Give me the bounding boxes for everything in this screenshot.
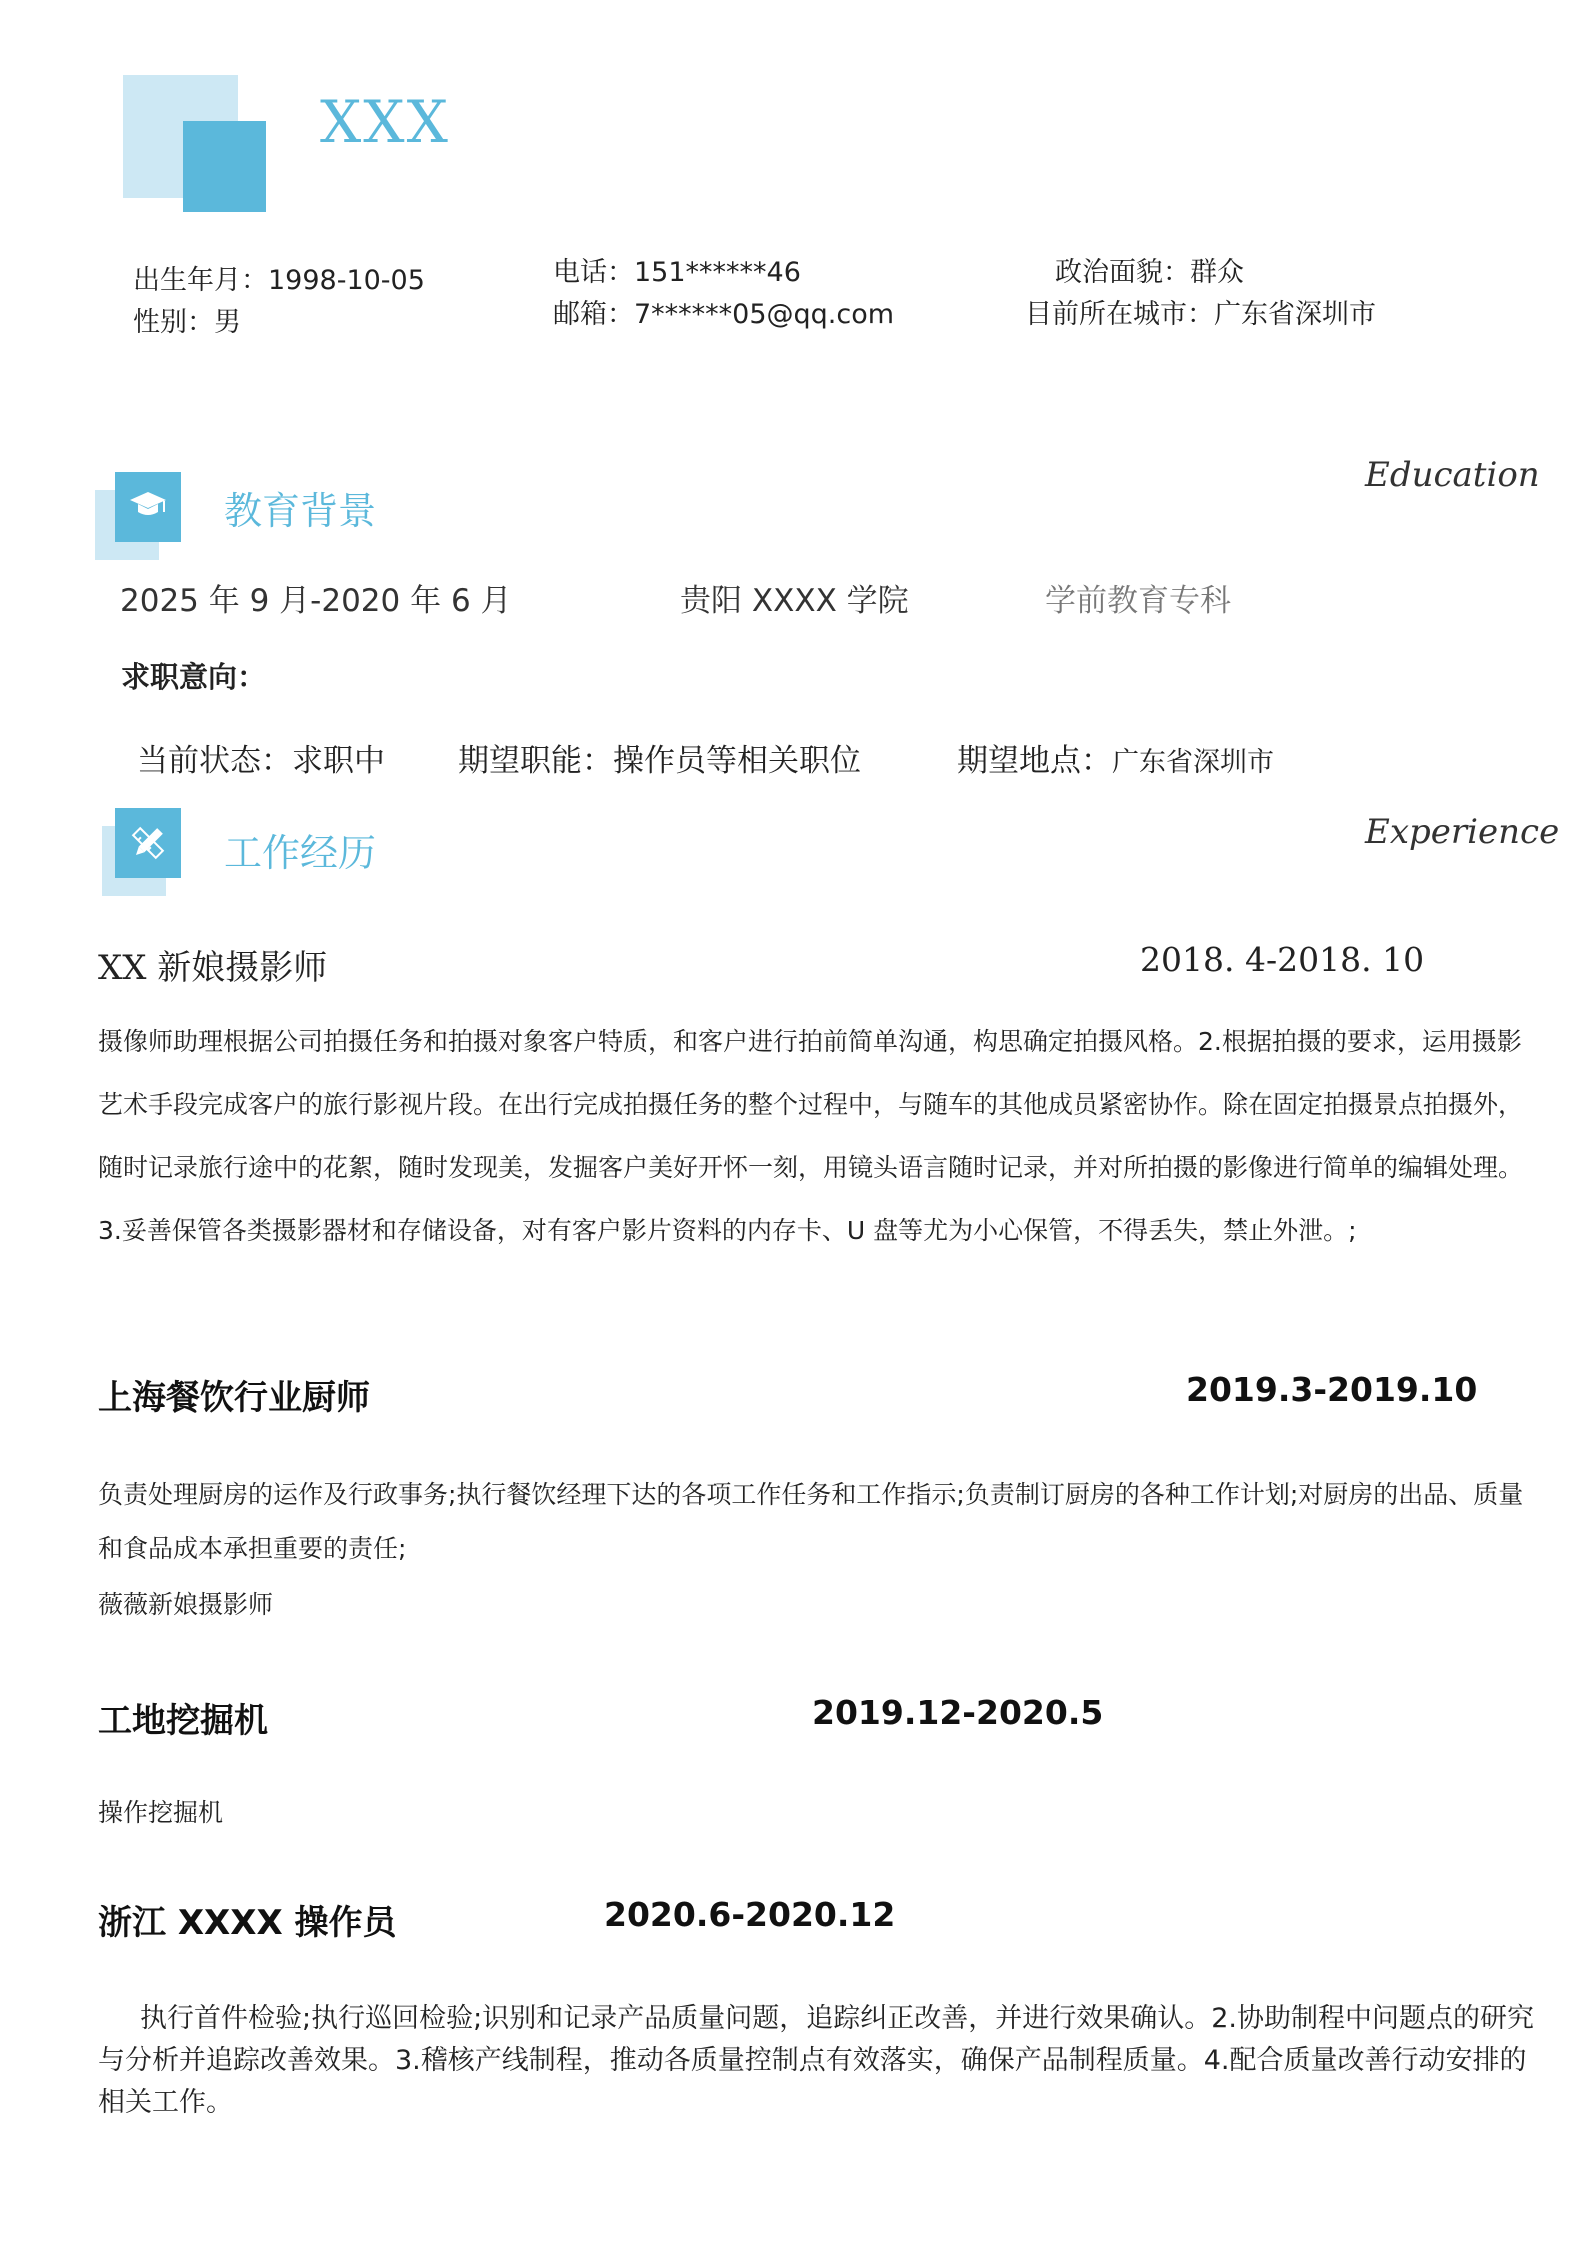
birth-row — [133, 258, 425, 297]
politics-value: 群众 — [1190, 257, 1244, 288]
gender-label: 性别： — [133, 307, 214, 338]
experience-title-en: Experience — [1365, 812, 1560, 852]
job-1-date: 2018. 4-2018. 10 — [1140, 940, 1425, 979]
email-value: 7******05@qq.com — [634, 299, 895, 330]
politics-row — [1055, 250, 1244, 289]
education-school: 贵阳 XXXX 学院 — [680, 583, 909, 619]
email-row — [553, 292, 894, 331]
intent-location-value: 广东省深圳市 — [1112, 747, 1274, 778]
birth-label: 出生年月： — [133, 265, 268, 296]
job-3-date: 2019.12-2020.5 — [812, 1693, 1104, 1732]
intent-location-label: 期望地点： — [957, 743, 1112, 779]
intent-label: 求职意向： — [121, 660, 267, 694]
intent-status-label: 当前状态： — [137, 743, 292, 779]
phone-row — [553, 250, 801, 289]
pencil-ruler-icon — [129, 824, 167, 862]
intent-location — [957, 735, 1274, 780]
gender-value: 男 — [214, 307, 241, 338]
intent-function-value: 操作员等相关职位 — [613, 743, 861, 779]
job-2-date: 2019.3-2019.10 — [1186, 1370, 1478, 1409]
logo-front-square — [183, 121, 266, 212]
phone-value: 151******46 — [634, 257, 801, 288]
phone-label: 电话： — [553, 257, 634, 288]
education-period: 2025 年 9 月-2020 年 6 月 — [120, 583, 512, 619]
city-value: 广东省深圳市 — [1214, 299, 1376, 330]
job-2-extra: 薇薇新娘摄影师 — [98, 1590, 274, 1619]
job-2-title: 上海餐饮行业厨师 — [98, 1378, 370, 1418]
intent-status-value: 求职中 — [292, 743, 385, 779]
education-title: 教育背景 — [224, 489, 377, 533]
intent-function — [458, 735, 861, 780]
candidate-name: XXX — [320, 88, 450, 156]
job-2-desc: 负责处理厨房的运作及行政事务;执行餐饮经理下达的各项工作任务和工作指示;负责制订厨房的各种工作计划;对厨房的出品、质量和食品成本承担重要的责任; — [98, 1480, 1524, 1563]
email-label: 邮箱： — [553, 299, 634, 330]
education-title-en: Education — [1365, 455, 1540, 495]
city-row — [1025, 292, 1376, 331]
job-1-title: XX 新娘摄影师 — [98, 948, 328, 988]
education-icon-box — [115, 472, 181, 542]
birth-value: 1998-10-05 — [268, 265, 425, 296]
job-3-desc: 操作挖掘机 — [98, 1798, 224, 1827]
education-major: 学前教育专科 — [1045, 583, 1231, 619]
graduation-cap-icon — [128, 488, 168, 522]
intent-function-label: 期望职能： — [458, 743, 613, 779]
job-3-title: 工地挖掘机 — [98, 1701, 268, 1741]
job-4-title: 浙江 XXXX 操作员 — [98, 1903, 397, 1943]
politics-label: 政治面貌： — [1055, 257, 1190, 288]
gender-row — [133, 300, 241, 339]
intent-status — [137, 735, 385, 780]
experience-title: 工作经历 — [224, 831, 377, 875]
job-4-desc: 执行首件检验;执行巡回检验;识别和记录产品质量问题，追踪纠正改善，并进行效果确认。2.协助制程中问题点的研究与分析并追踪改善效果。3.稽核产线制程，推动各质量控制点有效落实，确保产品制程质量。4.配合质量改善行动安排的相关工作。 — [98, 2003, 1534, 2118]
job-4-date: 2020.6-2020.12 — [604, 1895, 896, 1934]
job-1-desc: 摄像师助理根据公司拍摄任务和拍摄对象客户特质，和客户进行拍前简单沟通，构思确定拍摄风格。2.根据拍摄的要求，运用摄影艺术手段完成客户的旅行影视片段。在出行完成拍摄任务的整个过程中，与随车的其他成员紧密协作。除在固定拍摄景点拍摄外，随时记录旅行途中的花絮，随时发现美，发掘客户美好开怀一刻，用镜头语言随时记录，并对所拍摄的影像进行简单的编辑处理。3.妥善保管各类摄影器材和存储设备，对有客户影片资料的内存卡、U 盘等尤为小心保管，不得丢失，禁止外泄。; — [98, 1027, 1524, 1245]
city-label: 目前所在城市： — [1025, 299, 1214, 330]
experience-icon-box — [115, 808, 181, 878]
